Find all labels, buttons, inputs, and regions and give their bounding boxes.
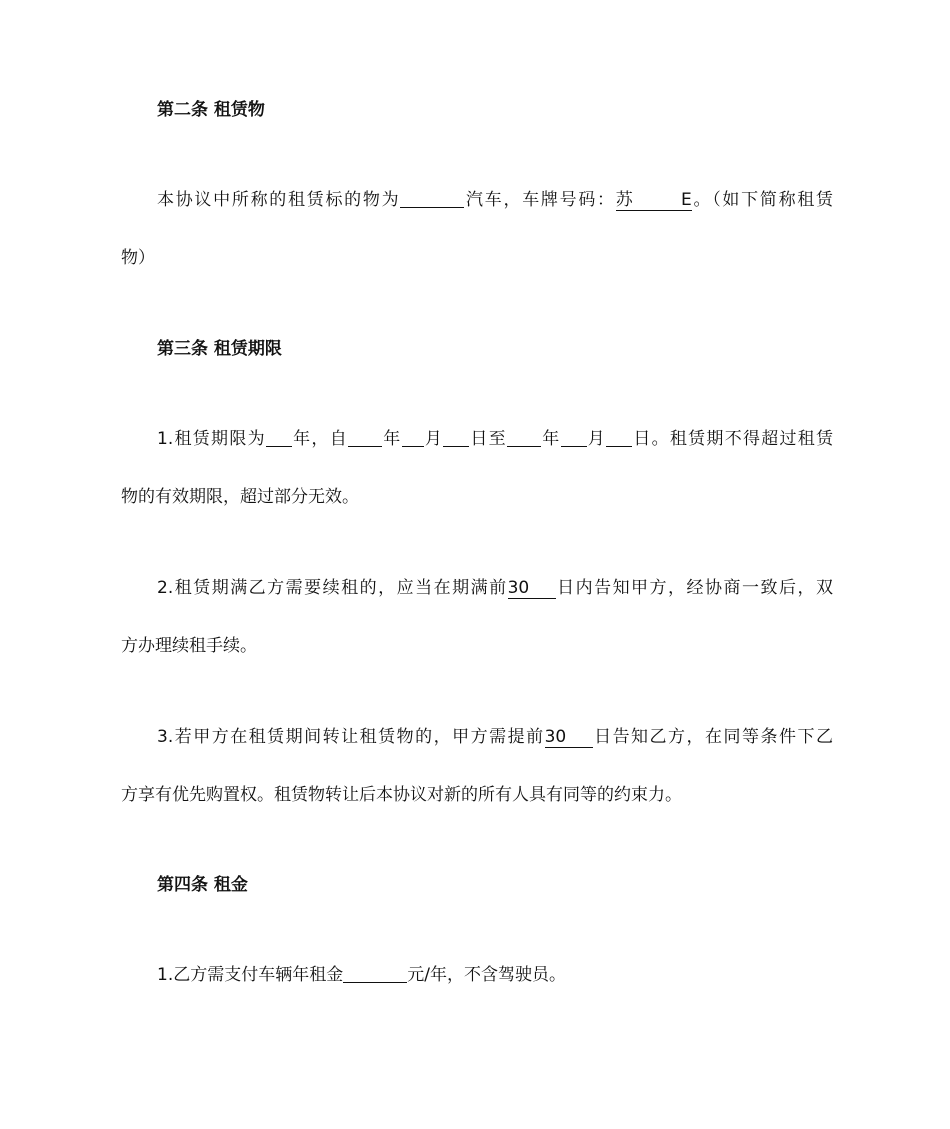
- text-segment: 月: [423, 429, 444, 449]
- article-2-paragraph-1: [157, 188, 833, 212]
- text-segment: 年: [540, 429, 561, 449]
- blank-end-month: [561, 428, 587, 447]
- blank-vehicle-model: [400, 189, 464, 208]
- article-3-paragraph-2-cont: 方办理续租手续。: [121, 636, 257, 656]
- article-3-paragraph-3-cont: 方享有优先购置权。租赁物转让后本协议对新的所有人具有同等的约束力。: [121, 785, 682, 805]
- blank-start-day: [443, 428, 469, 447]
- text-segment: 日。租赁期不得超过租赁: [632, 429, 834, 449]
- text-segment: 。（如下简称租赁: [691, 190, 834, 210]
- renewal-notice-days: 30: [508, 578, 556, 599]
- blank-end-day: [606, 428, 632, 447]
- text-segment: 日内告知甲方，经协商一致后，双: [555, 578, 833, 598]
- text-segment: 元/年，不含驾驶员。: [407, 965, 566, 985]
- article-3-paragraph-1: [157, 427, 833, 451]
- text-segment: 本协议中所称的租赁标的物为: [157, 190, 401, 210]
- article-3-paragraph-3: [157, 725, 833, 749]
- text-segment: 汽车，车牌号码：: [464, 190, 616, 210]
- text-segment: 1.租赁期限为: [157, 429, 266, 449]
- article-4-paragraph-1: [157, 963, 833, 987]
- plate-prefix: 苏 E: [615, 190, 692, 210]
- article-3-heading: 第三条 租赁期限: [157, 339, 282, 359]
- article-2-paragraph-1-cont: 物）: [121, 248, 155, 268]
- article-3-paragraph-1-cont: 物的有效期限，超过部分无效。: [121, 487, 359, 507]
- text-segment: 年: [381, 429, 402, 449]
- article-3-paragraph-2: [157, 576, 833, 600]
- blank-end-year: [507, 428, 541, 447]
- text-segment: 1.乙方需支付车辆年租金: [157, 965, 344, 985]
- text-segment: 年，自: [291, 429, 348, 449]
- text-segment: 2.租赁期满乙方需要续租的，应当在期满前: [157, 578, 508, 598]
- blank-term-years: [266, 428, 292, 447]
- text-segment: 3.若甲方在租赁期间转让租赁物的，甲方需提前: [157, 727, 545, 747]
- blank-start-year: [348, 428, 382, 447]
- article-2-heading: 第二条 租赁物: [157, 100, 265, 120]
- transfer-notice-days: 30: [545, 727, 593, 748]
- blank-annual-rent: [343, 964, 407, 983]
- plate-number-field: [616, 190, 692, 211]
- article-4-heading: 第四条 租金: [157, 875, 248, 895]
- text-segment: 日告知乙方，在同等条件下乙: [592, 727, 833, 747]
- text-segment: 月: [586, 429, 607, 449]
- text-segment: 日至: [469, 429, 507, 449]
- blank-start-month: [402, 428, 424, 447]
